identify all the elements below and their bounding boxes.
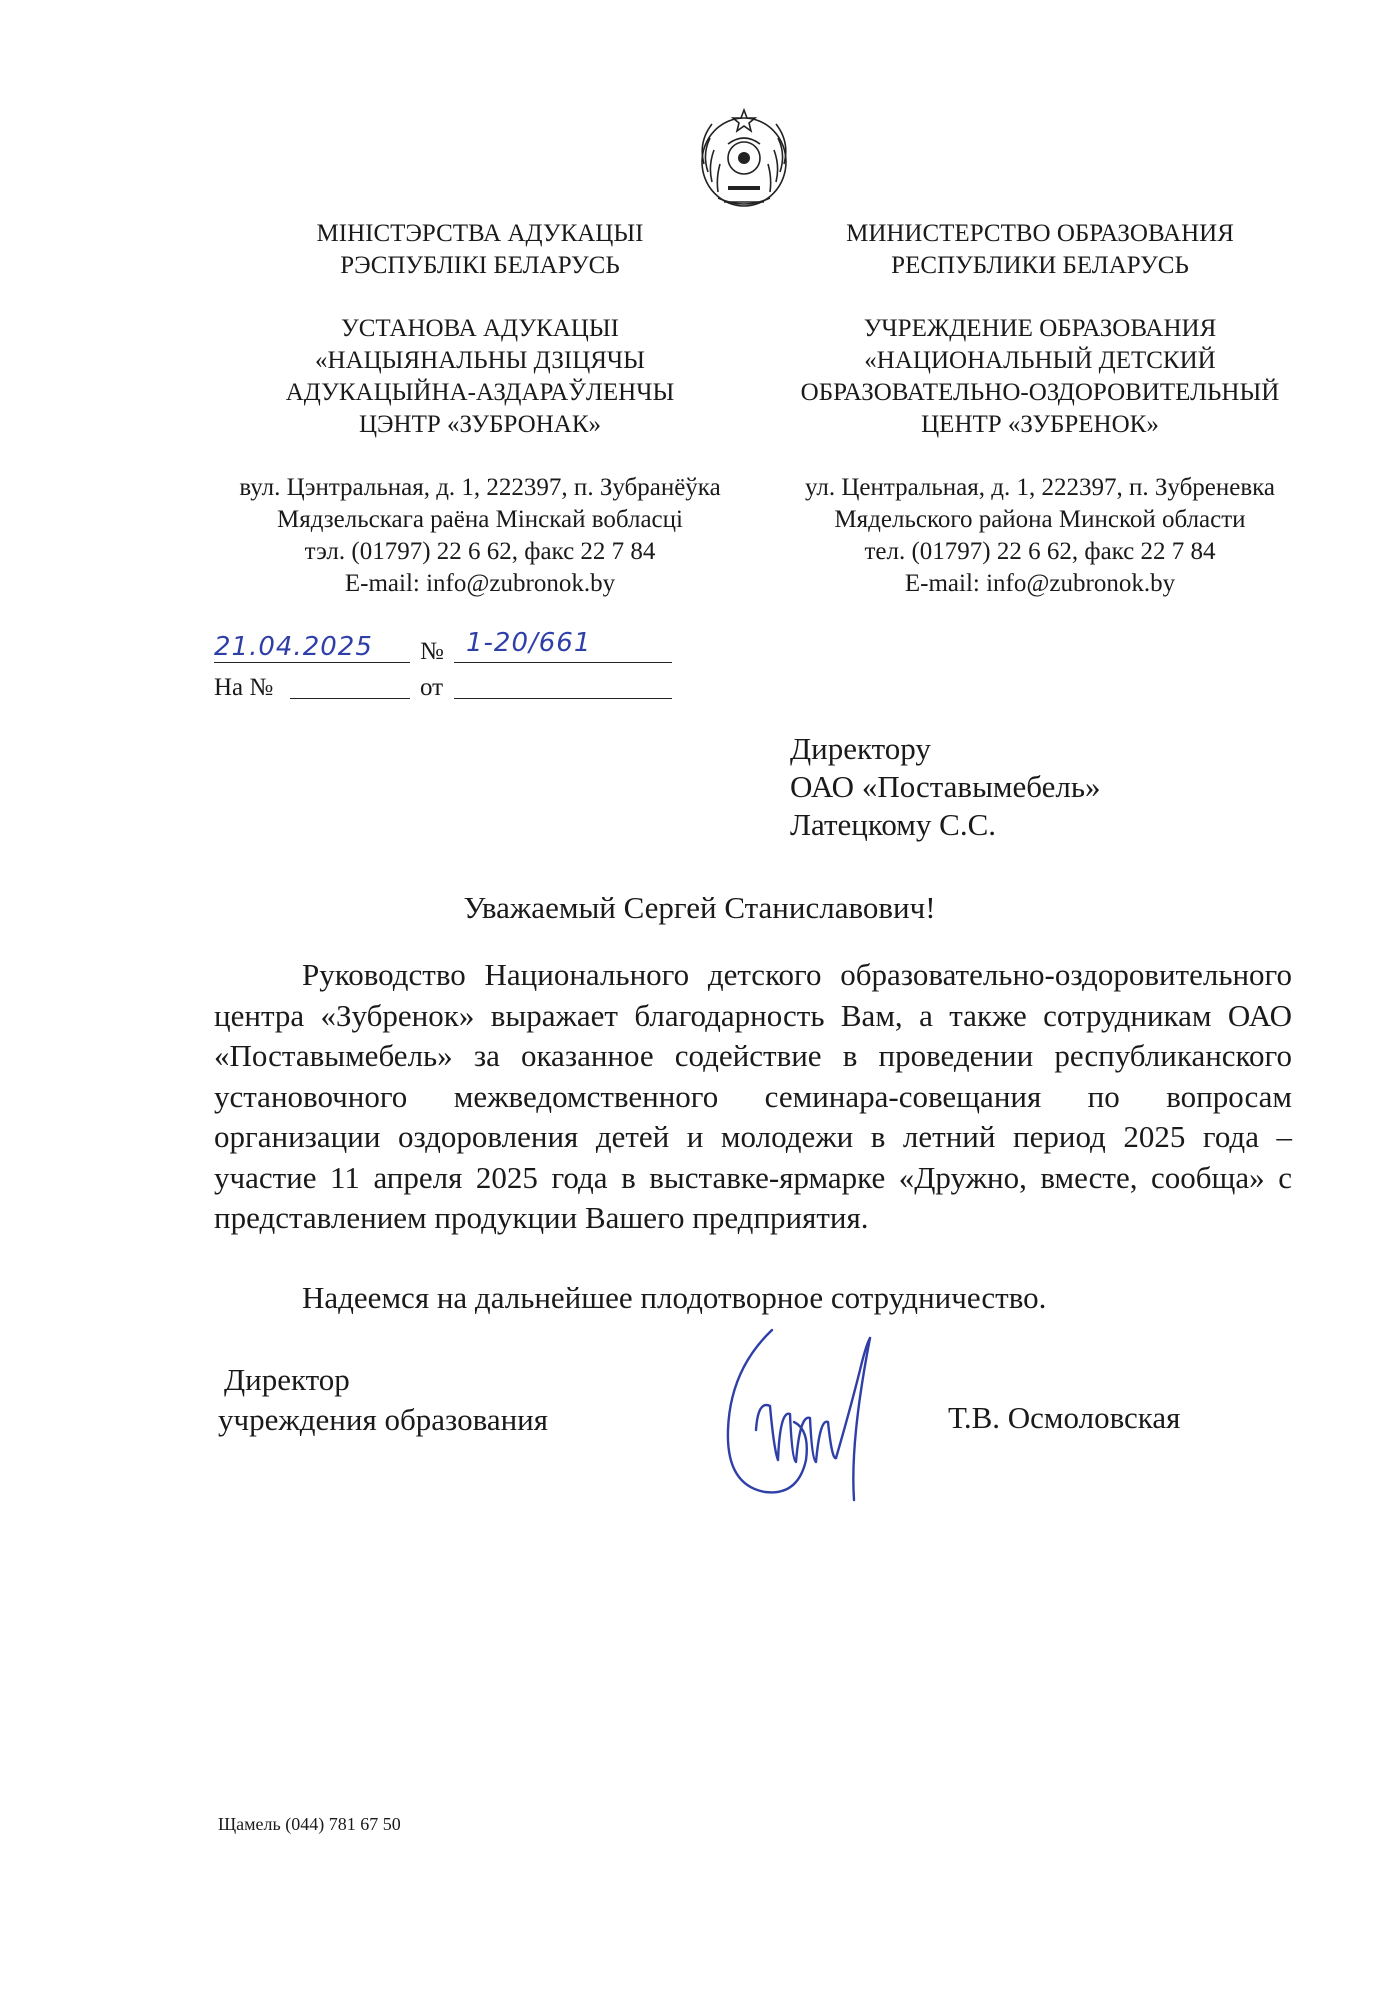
addressee [790,730,1101,844]
closing-line: Надеемся на дальнейшее плодотворное сотрудничество. [302,1280,1047,1315]
state-emblem-icon [688,102,800,214]
header-right-addr-line3: тел. (01797) 22 6 62, факс 22 7 84 [864,538,1216,565]
from-underline [454,698,672,699]
header-right-ministry-line2: РЕСПУБЛИКИ БЕЛАРУСЬ [891,252,1189,279]
number-sign: № [420,638,444,665]
number-underline [454,662,672,663]
from-label: от [420,674,444,701]
addressee-line1: Директору [790,731,931,766]
header-left-addr-line1: вул. Цэнтральная, д. 1, 222397, п. Зубранёўка [239,474,721,501]
header-left-addr-line3: тэл. (01797) 22 6 62, факс 22 7 84 [304,538,656,565]
header-left-ministry [200,218,760,282]
footer-contact: Щамель (044) 781 67 50 [218,1814,401,1834]
signatory-title-line2: учреждения образования [218,1402,549,1437]
header-left-inst-line1: УСТАНОВА АДУКАЦЫІ [341,315,619,342]
header-right-addr-line1: ул. Центральная, д. 1, 222397, п. Зубреневка [804,474,1276,501]
header-right-addr-line2: Мядельского района Минской области [834,506,1246,533]
header-right-inst-line1: УЧРЕЖДЕНИЕ ОБРАЗОВАНИЯ [863,315,1217,342]
header-left-addr-line4: E-mail: info@zubronok.by [344,570,616,597]
header-right-inst-line2: «НАЦИОНАЛЬНЫЙ ДЕТСКИЙ [864,347,1216,374]
header-right-inst-line3: ОБРАЗОВАТЕЛЬНО-ОЗДОРОВИТЕЛЬНЫЙ [800,379,1280,406]
header-right-addr-line4: E-mail: info@zubronok.by [904,570,1176,597]
header-left-inst-line3: АДУКАЦЫЙНА-АЗДАРАЎЛЕНЧЫ [285,379,675,406]
header-left-ministry-line2: РЭСПУБЛІКІ БЕЛАРУСЬ [340,252,620,279]
addressee-line3: Латецкому С.С. [790,807,996,842]
header-left-address [200,472,760,600]
registration-date: 21.04.2025 [214,632,373,662]
header-left-ministry-line1: МІНІСТЭРСТВА АДУКАЦЫІ [316,220,644,247]
header-right-ministry-line1: МИНИСТЕРСТВО ОБРАЗОВАНИЯ [846,220,1234,247]
signatory-title [218,1360,548,1440]
header-right-inst-line4: ЦЕНТР «ЗУБРЕНОК» [921,411,1159,438]
handwritten-signature [710,1310,910,1510]
registration-number: 1-20/661 [466,628,592,658]
header-left-inst-line4: ЦЭНТР «ЗУБРОНАК» [358,411,602,438]
signatory-name: Т.В. Осмоловская [948,1400,1181,1435]
addressee-line2: ОАО «Поставымебель» [790,769,1101,804]
reference-label: На № [214,674,274,701]
date-underline [214,662,410,663]
header-left-institution [200,313,760,441]
header-left-inst-line2: «НАЦЫЯНАЛЬНЫ ДЗІЦЯЧЫ [315,347,645,374]
signatory-title-line1: Директор [224,1362,350,1397]
header-right-ministry [760,218,1320,282]
body-paragraph: Руководство Национального детского образовательно-оздоровительного центра «Зубренок» выражает благодарность Вам, а также сотрудникам ОАО «Поставымебель» за оказанное содействие в проведении республиканского установочного межведомственного семинара-совещания по вопросам организации оздоровления детей и молодежи в летний период 2025 года – участие 11 апреля 2025 года в выставке-ярмарке «Дружно, вместе, сообща» с представлением продукции Вашего предприятия. [214,957,1292,1235]
salutation: Уважаемый Сергей Станиславович! [463,890,936,925]
header-left-addr-line2: Мядзельскага раёна Мінскай вобласці [277,506,683,533]
header-right-institution [760,313,1320,441]
reference-underline [290,698,410,699]
header-right-address [760,472,1320,600]
